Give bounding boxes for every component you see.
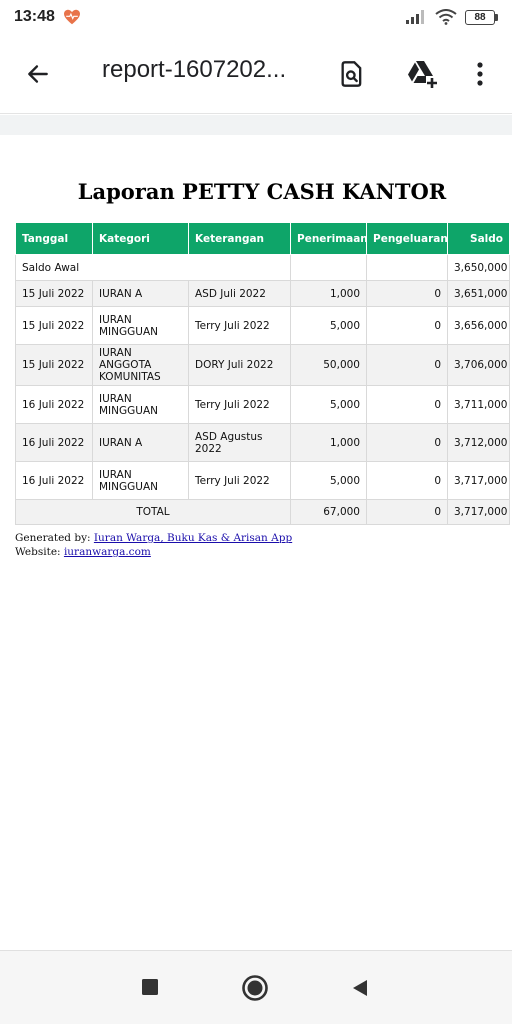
table-row bbox=[16, 462, 510, 500]
column-header-saldo: Saldo bbox=[448, 223, 510, 255]
add-to-drive-button[interactable] bbox=[400, 52, 444, 96]
cell-pengeluaran: 0 bbox=[367, 281, 448, 307]
total-saldo: 3,717,000 bbox=[448, 500, 510, 525]
cell-saldo: 3,712,000 bbox=[448, 424, 510, 462]
total-pengeluaran: 0 bbox=[367, 500, 448, 525]
cell-keterangan: ASD Juli 2022 bbox=[189, 281, 291, 307]
status-time: 13:48 bbox=[14, 8, 55, 25]
cell-tanggal: 15 Juli 2022 bbox=[16, 345, 93, 386]
cell-penerimaan: 5,000 bbox=[291, 462, 367, 500]
drive-add-icon bbox=[405, 59, 439, 89]
cell-pengeluaran: 0 bbox=[367, 424, 448, 462]
cell-pengeluaran: 0 bbox=[367, 386, 448, 424]
status-icons bbox=[405, 9, 498, 25]
cell-keterangan: DORY Juli 2022 bbox=[189, 345, 291, 386]
generated-by-line bbox=[15, 531, 292, 545]
cell-tanggal: 16 Juli 2022 bbox=[16, 462, 93, 500]
cell-pengeluaran: 0 bbox=[367, 345, 448, 386]
cell-penerimaan: 5,000 bbox=[291, 386, 367, 424]
cell-penerimaan: 1,000 bbox=[291, 281, 367, 307]
home-circle-icon bbox=[241, 974, 269, 1002]
column-header-kategori: Kategori bbox=[93, 223, 189, 255]
cell-keterangan: Terry Juli 2022 bbox=[189, 307, 291, 345]
table-row-opening-balance bbox=[16, 255, 510, 281]
column-header-penerimaan: Penerimaan bbox=[291, 223, 367, 255]
website-link[interactable]: iuranwarga.com bbox=[63, 546, 151, 558]
cell-kategori: IURAN A bbox=[93, 424, 189, 462]
cell-saldo: 3,717,000 bbox=[448, 462, 510, 500]
recents-square-icon bbox=[141, 978, 159, 996]
cell-kategori: IURAN MINGGUAN bbox=[93, 386, 189, 424]
total-label: TOTAL bbox=[16, 500, 291, 525]
cell-penerimaan: 5,000 bbox=[291, 307, 367, 345]
document-page[interactable] bbox=[0, 135, 512, 949]
column-header-pengeluaran: Pengeluaran bbox=[367, 223, 448, 255]
find-in-page-button[interactable] bbox=[332, 54, 372, 94]
cell-tanggal: 16 Juli 2022 bbox=[16, 424, 93, 462]
cell-pengeluaran: 0 bbox=[367, 462, 448, 500]
back-arrow-icon bbox=[25, 61, 51, 87]
table-row bbox=[16, 386, 510, 424]
cell-keterangan: ASD Agustus 2022 bbox=[189, 424, 291, 462]
report-title: Laporan PETTY CASH KANTOR bbox=[77, 179, 447, 204]
cell-saldo: 3,656,000 bbox=[448, 307, 510, 345]
table-row bbox=[16, 281, 510, 307]
column-header-tanggal: Tanggal bbox=[16, 223, 93, 255]
heart-health-icon bbox=[63, 9, 81, 25]
cell-kategori: IURAN MINGGUAN bbox=[93, 462, 189, 500]
table-row bbox=[16, 307, 510, 345]
cell-keterangan: Terry Juli 2022 bbox=[189, 462, 291, 500]
document-title: report-1607202... bbox=[102, 56, 287, 83]
recents-button[interactable] bbox=[136, 973, 164, 1001]
cell-penerimaan: 1,000 bbox=[291, 424, 367, 462]
cell-tanggal: 15 Juli 2022 bbox=[16, 307, 93, 345]
battery-icon bbox=[465, 10, 498, 25]
table-row bbox=[16, 345, 510, 386]
opening-label: Saldo Awal bbox=[16, 255, 291, 281]
wifi-icon bbox=[435, 9, 457, 25]
report-footer bbox=[15, 531, 292, 559]
app-bar bbox=[0, 34, 512, 114]
generated-by-link[interactable]: Iuran Warga, Buku Kas & Arisan App bbox=[93, 532, 293, 544]
cell-kategori: IURAN MINGGUAN bbox=[93, 307, 189, 345]
table-row bbox=[16, 424, 510, 462]
battery-level: 88 bbox=[465, 10, 495, 25]
opening-saldo: 3,650,000 bbox=[448, 255, 510, 281]
document-top-margin bbox=[0, 115, 512, 135]
signal-icon bbox=[405, 9, 427, 25]
cell-penerimaan: 50,000 bbox=[291, 345, 367, 386]
table-row-total bbox=[16, 500, 510, 525]
home-button[interactable] bbox=[238, 971, 272, 1005]
system-nav-bar bbox=[0, 950, 512, 1024]
more-options-button[interactable] bbox=[462, 54, 498, 94]
find-in-page-icon bbox=[338, 60, 366, 88]
cell-tanggal: 16 Juli 2022 bbox=[16, 386, 93, 424]
cell-tanggal: 15 Juli 2022 bbox=[16, 281, 93, 307]
status-bar bbox=[0, 0, 512, 34]
cell-keterangan: Terry Juli 2022 bbox=[189, 386, 291, 424]
cell-kategori: IURAN A bbox=[93, 281, 189, 307]
generated-by-label: Generated by: bbox=[15, 532, 91, 544]
website-line bbox=[15, 545, 292, 559]
report-table bbox=[15, 222, 510, 525]
cell-kategori: IURAN ANGGOTA KOMUNITAS bbox=[93, 345, 189, 386]
back-triangle-icon bbox=[350, 978, 370, 998]
column-header-keterangan: Keterangan bbox=[189, 223, 291, 255]
website-label: Website: bbox=[15, 546, 61, 558]
more-vert-icon bbox=[476, 61, 484, 87]
cell-saldo: 3,706,000 bbox=[448, 345, 510, 386]
cell-saldo: 3,651,000 bbox=[448, 281, 510, 307]
total-penerimaan: 67,000 bbox=[291, 500, 367, 525]
cell-saldo: 3,711,000 bbox=[448, 386, 510, 424]
nav-back-button[interactable] bbox=[345, 973, 375, 1003]
cell-pengeluaran: 0 bbox=[367, 307, 448, 345]
back-button[interactable] bbox=[18, 54, 58, 94]
table-header-row bbox=[16, 223, 510, 255]
